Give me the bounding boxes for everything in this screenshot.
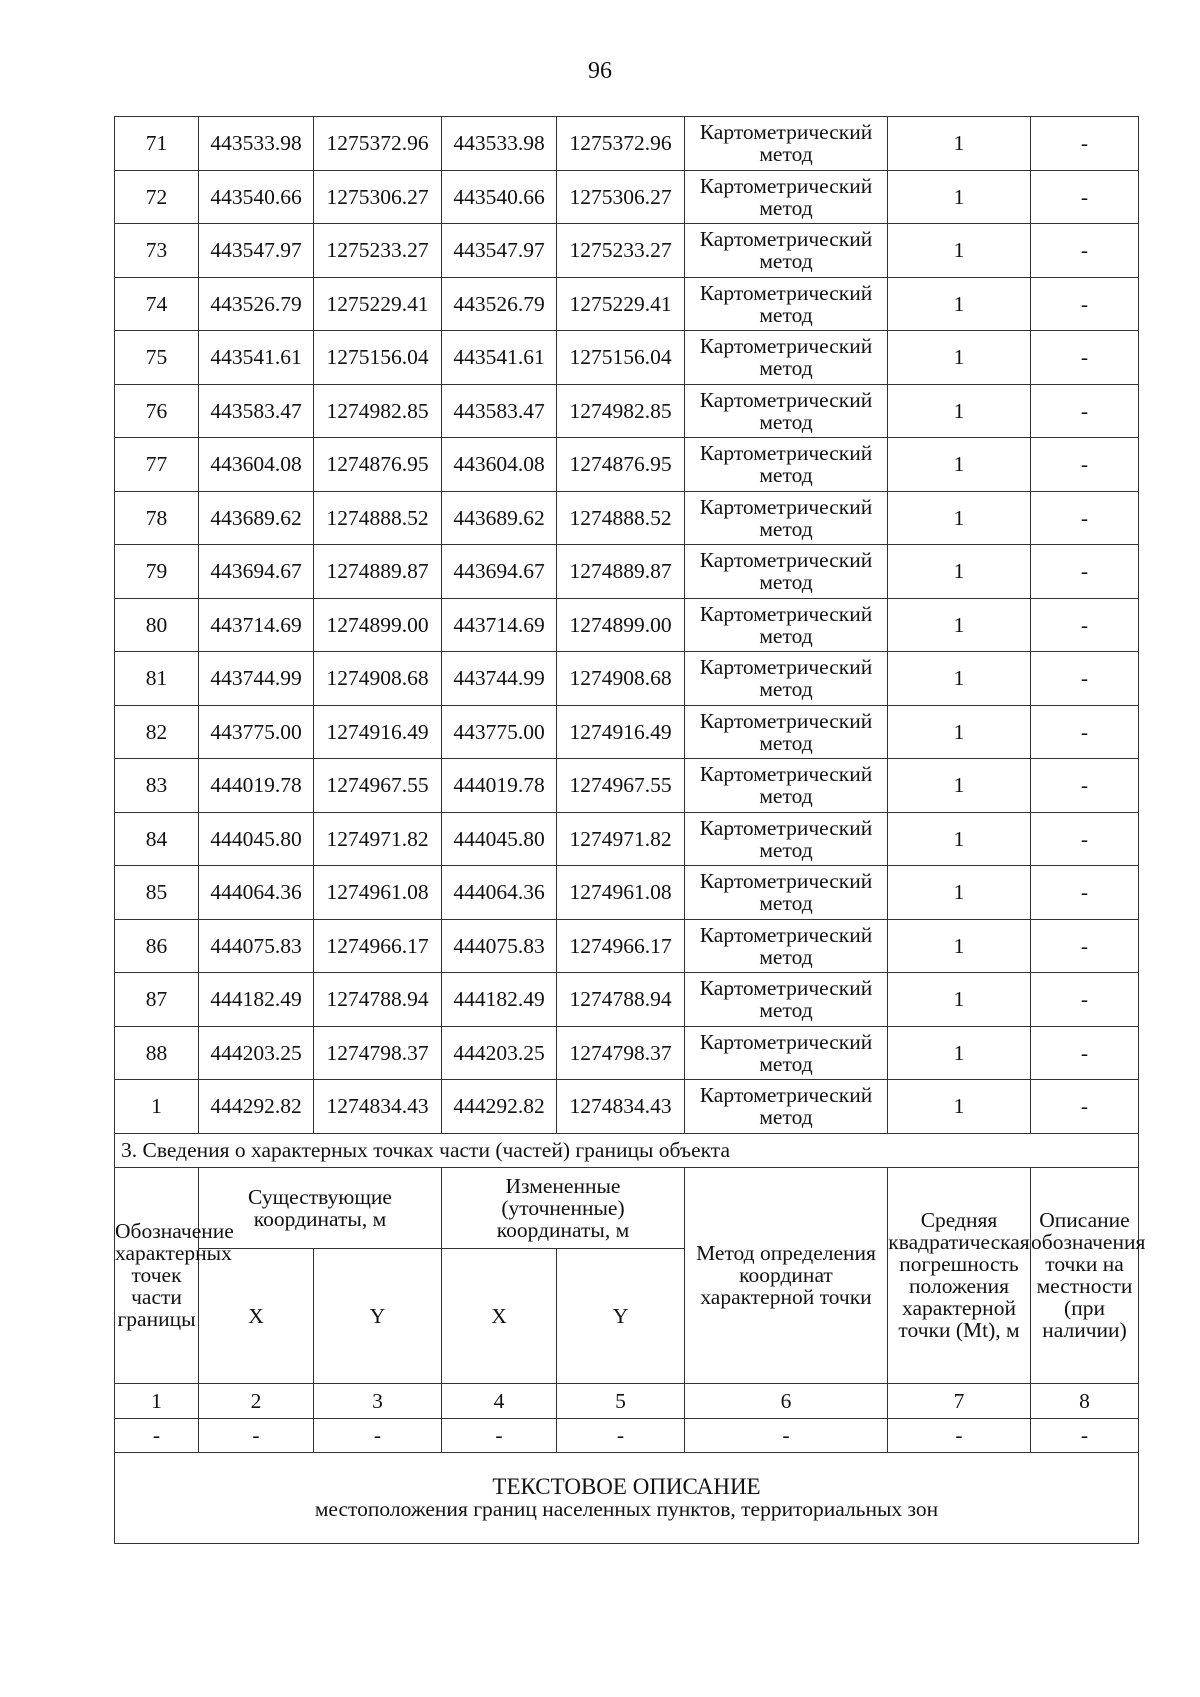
existing-x-cell: 443604.08 — [199, 438, 314, 492]
header-method: Метод определения координат характерной точки — [685, 1167, 888, 1383]
description-cell: - — [1031, 705, 1139, 759]
point-number-cell: 81 — [115, 652, 199, 706]
point-number-cell: 74 — [115, 277, 199, 331]
mt-cell: 1 — [888, 224, 1031, 278]
point-number-cell: 1 — [115, 1080, 199, 1134]
existing-y-cell: 1274961.08 — [314, 866, 442, 920]
existing-x-cell: 443541.61 — [199, 331, 314, 385]
existing-y-cell: 1274967.55 — [314, 759, 442, 813]
existing-x-cell: 444064.36 — [199, 866, 314, 920]
existing-x-cell: 443533.98 — [199, 117, 314, 171]
method-cell: Картометрический метод — [685, 491, 888, 545]
existing-x-cell: 443714.69 — [199, 598, 314, 652]
point-number-cell: 83 — [115, 759, 199, 813]
existing-y-cell: 1274982.85 — [314, 384, 442, 438]
description-cell: - — [1031, 973, 1139, 1027]
text-description-subtitle: местоположения границ населенных пунктов, территориальных зон — [314, 1496, 939, 1521]
existing-x-cell: 443744.99 — [199, 652, 314, 706]
changed-y-cell: 1274971.82 — [557, 812, 685, 866]
existing-y-cell: 1274888.52 — [314, 491, 442, 545]
method-cell: Картометрический метод — [685, 117, 888, 171]
header-existing-y: Y — [314, 1248, 442, 1383]
changed-x-cell: 443533.98 — [442, 117, 557, 171]
existing-x-cell: 444075.83 — [199, 919, 314, 973]
table-row — [115, 812, 1139, 866]
existing-y-cell: 1274834.43 — [314, 1080, 442, 1134]
method-cell: Картометрический метод — [685, 224, 888, 278]
column-number: 3 — [314, 1383, 442, 1418]
method-cell: Картометрический метод — [685, 812, 888, 866]
header-designation: Обозначение характерных точек части границы — [115, 1167, 199, 1383]
column-number: 1 — [115, 1383, 199, 1418]
method-cell: Картометрический метод — [685, 652, 888, 706]
table-row — [115, 705, 1139, 759]
method-cell: Картометрический метод — [685, 705, 888, 759]
changed-y-cell: 1274889.87 — [557, 545, 685, 599]
text-description-block — [115, 1452, 1139, 1543]
changed-y-cell: 1274966.17 — [557, 919, 685, 973]
changed-y-cell: 1274967.55 — [557, 759, 685, 813]
changed-y-cell: 1274876.95 — [557, 438, 685, 492]
method-cell: Картометрический метод — [685, 170, 888, 224]
existing-x-cell: 443547.97 — [199, 224, 314, 278]
changed-y-cell: 1274908.68 — [557, 652, 685, 706]
point-number-cell: 86 — [115, 919, 199, 973]
method-cell: Картометрический метод — [685, 1080, 888, 1134]
table-row — [115, 384, 1139, 438]
column-number: 8 — [1031, 1383, 1139, 1418]
existing-x-cell: 443583.47 — [199, 384, 314, 438]
page-number: 96 — [588, 58, 612, 84]
section-3 — [115, 1133, 1146, 1543]
description-cell: - — [1031, 438, 1139, 492]
changed-x-cell: 443540.66 — [442, 170, 557, 224]
description-cell: - — [1031, 545, 1139, 599]
method-cell: Картометрический метод — [685, 438, 888, 492]
existing-y-cell: 1274876.95 — [314, 438, 442, 492]
description-cell: - — [1031, 598, 1139, 652]
description-cell: - — [1031, 652, 1139, 706]
coordinates-table — [114, 116, 1146, 1544]
changed-y-cell: 1274982.85 — [557, 384, 685, 438]
point-number-cell: 77 — [115, 438, 199, 492]
method-cell: Картометрический метод — [685, 1026, 888, 1080]
empty-cell: - — [314, 1418, 442, 1452]
existing-y-cell: 1275229.41 — [314, 277, 442, 331]
existing-x-cell: 443694.67 — [199, 545, 314, 599]
description-cell: - — [1031, 277, 1139, 331]
mt-cell: 1 — [888, 598, 1031, 652]
point-number-cell: 71 — [115, 117, 199, 171]
mt-cell: 1 — [888, 438, 1031, 492]
method-cell: Картометрический метод — [685, 866, 888, 920]
existing-x-cell: 444045.80 — [199, 812, 314, 866]
mt-cell: 1 — [888, 919, 1031, 973]
changed-y-cell: 1274888.52 — [557, 491, 685, 545]
table-row — [115, 866, 1139, 920]
mt-cell: 1 — [888, 973, 1031, 1027]
mt-cell: 1 — [888, 705, 1031, 759]
column-number: 2 — [199, 1383, 314, 1418]
existing-y-cell: 1274798.37 — [314, 1026, 442, 1080]
description-cell: - — [1031, 491, 1139, 545]
mt-cell: 1 — [888, 1026, 1031, 1080]
description-cell: - — [1031, 866, 1139, 920]
description-cell: - — [1031, 919, 1139, 973]
table-row — [115, 117, 1139, 171]
method-cell: Картометрический метод — [685, 759, 888, 813]
point-number-cell: 87 — [115, 973, 199, 1027]
changed-x-cell: 444182.49 — [442, 973, 557, 1027]
changed-x-cell: 443541.61 — [442, 331, 557, 385]
table-row — [115, 598, 1139, 652]
point-number-cell: 82 — [115, 705, 199, 759]
table-row — [115, 1080, 1139, 1134]
empty-cell: - — [685, 1418, 888, 1452]
description-cell: - — [1031, 117, 1139, 171]
header-existing-x: X — [199, 1248, 314, 1383]
point-number-cell: 79 — [115, 545, 199, 599]
point-number-cell: 73 — [115, 224, 199, 278]
changed-y-cell: 1275372.96 — [557, 117, 685, 171]
description-cell: - — [1031, 331, 1139, 385]
coordinates-table-body — [115, 117, 1139, 1134]
existing-y-cell: 1274908.68 — [314, 652, 442, 706]
section-3-title: 3. Сведения о характерных точках части (частей) границы объекта — [115, 1133, 1139, 1167]
method-cell: Картометрический метод — [685, 331, 888, 385]
mt-cell: 1 — [888, 384, 1031, 438]
point-number-cell: 80 — [115, 598, 199, 652]
column-number: 7 — [888, 1383, 1031, 1418]
table-row — [115, 224, 1139, 278]
point-number-cell: 78 — [115, 491, 199, 545]
changed-x-cell: 444019.78 — [442, 759, 557, 813]
changed-x-cell: 444045.80 — [442, 812, 557, 866]
point-number-cell: 76 — [115, 384, 199, 438]
existing-y-cell: 1274916.49 — [314, 705, 442, 759]
mt-cell: 1 — [888, 652, 1031, 706]
existing-x-cell: 443540.66 — [199, 170, 314, 224]
existing-y-cell: 1274788.94 — [314, 973, 442, 1027]
existing-x-cell: 444019.78 — [199, 759, 314, 813]
table-row — [115, 438, 1139, 492]
header-changed-coords: Измененные (уточненные) координаты, м — [442, 1167, 685, 1248]
point-number-cell: 84 — [115, 812, 199, 866]
point-number-cell: 75 — [115, 331, 199, 385]
mt-cell: 1 — [888, 1080, 1031, 1134]
changed-x-cell: 443694.67 — [442, 545, 557, 599]
existing-y-cell: 1275372.96 — [314, 117, 442, 171]
changed-y-cell: 1274834.43 — [557, 1080, 685, 1134]
changed-x-cell: 444064.36 — [442, 866, 557, 920]
changed-x-cell: 444292.82 — [442, 1080, 557, 1134]
existing-x-cell: 443689.62 — [199, 491, 314, 545]
changed-x-cell: 443775.00 — [442, 705, 557, 759]
table-row — [115, 759, 1139, 813]
description-cell: - — [1031, 224, 1139, 278]
method-cell: Картометрический метод — [685, 919, 888, 973]
description-cell: - — [1031, 384, 1139, 438]
changed-x-cell: 444075.83 — [442, 919, 557, 973]
empty-cell: - — [199, 1418, 314, 1452]
existing-x-cell: 443775.00 — [199, 705, 314, 759]
changed-y-cell: 1275233.27 — [557, 224, 685, 278]
changed-x-cell: 443744.99 — [442, 652, 557, 706]
changed-y-cell: 1275156.04 — [557, 331, 685, 385]
method-cell: Картометрический метод — [685, 384, 888, 438]
description-cell: - — [1031, 759, 1139, 813]
method-cell: Картометрический метод — [685, 277, 888, 331]
table-row — [115, 1026, 1139, 1080]
changed-x-cell: 443583.47 — [442, 384, 557, 438]
method-cell: Картометрический метод — [685, 598, 888, 652]
changed-x-cell: 443714.69 — [442, 598, 557, 652]
mt-cell: 1 — [888, 277, 1031, 331]
changed-y-cell: 1274899.00 — [557, 598, 685, 652]
changed-y-cell: 1274916.49 — [557, 705, 685, 759]
point-number-cell: 72 — [115, 170, 199, 224]
existing-y-cell: 1274889.87 — [314, 545, 442, 599]
mt-cell: 1 — [888, 759, 1031, 813]
point-number-cell: 88 — [115, 1026, 199, 1080]
changed-x-cell: 443526.79 — [442, 277, 557, 331]
existing-x-cell: 444292.82 — [199, 1080, 314, 1134]
empty-data-row — [115, 1418, 1139, 1452]
empty-cell: - — [888, 1418, 1031, 1452]
description-cell: - — [1031, 170, 1139, 224]
header-mt: Средняя квадратическая погрешность положения характерной точки (Mt), м — [888, 1167, 1031, 1383]
existing-y-cell: 1274899.00 — [314, 598, 442, 652]
method-cell: Картометрический метод — [685, 545, 888, 599]
table-row — [115, 277, 1139, 331]
mt-cell: 1 — [888, 331, 1031, 385]
changed-y-cell: 1275229.41 — [557, 277, 685, 331]
header-changed-y: Y — [557, 1248, 685, 1383]
column-number: 4 — [442, 1383, 557, 1418]
table-row — [115, 919, 1139, 973]
mt-cell: 1 — [888, 866, 1031, 920]
table-row — [115, 331, 1139, 385]
header-existing-coords: Существующие координаты, м — [199, 1167, 442, 1248]
description-cell: - — [1031, 1026, 1139, 1080]
table-row — [115, 973, 1139, 1027]
mt-cell: 1 — [888, 812, 1031, 866]
empty-cell: - — [557, 1418, 685, 1452]
description-cell: - — [1031, 1080, 1139, 1134]
changed-x-cell: 443547.97 — [442, 224, 557, 278]
changed-y-cell: 1274798.37 — [557, 1026, 685, 1080]
existing-y-cell: 1275306.27 — [314, 170, 442, 224]
column-number: 6 — [685, 1383, 888, 1418]
point-number-cell: 85 — [115, 866, 199, 920]
text-description-title: ТЕКСТОВОЕ ОПИСАНИЕ — [492, 1473, 761, 1499]
changed-x-cell: 443604.08 — [442, 438, 557, 492]
table-row — [115, 491, 1139, 545]
existing-y-cell: 1274966.17 — [314, 919, 442, 973]
description-cell: - — [1031, 812, 1139, 866]
mt-cell: 1 — [888, 491, 1031, 545]
table-row — [115, 545, 1139, 599]
existing-y-cell: 1275233.27 — [314, 224, 442, 278]
changed-x-cell: 444203.25 — [442, 1026, 557, 1080]
mt-cell: 1 — [888, 545, 1031, 599]
changed-y-cell: 1274788.94 — [557, 973, 685, 1027]
existing-y-cell: 1274971.82 — [314, 812, 442, 866]
existing-x-cell: 444203.25 — [199, 1026, 314, 1080]
changed-x-cell: 443689.62 — [442, 491, 557, 545]
mt-cell: 1 — [888, 117, 1031, 171]
empty-cell: - — [442, 1418, 557, 1452]
method-cell: Картометрический метод — [685, 973, 888, 1027]
header-changed-x: X — [442, 1248, 557, 1383]
empty-cell: - — [115, 1418, 199, 1452]
table-row — [115, 652, 1139, 706]
existing-x-cell: 443526.79 — [199, 277, 314, 331]
column-number: 5 — [557, 1383, 685, 1418]
header-description: Описание обозначения точки на местности (при наличии) — [1031, 1167, 1139, 1383]
changed-y-cell: 1275306.27 — [557, 170, 685, 224]
existing-y-cell: 1275156.04 — [314, 331, 442, 385]
empty-cell: - — [1031, 1418, 1139, 1452]
table-row — [115, 170, 1139, 224]
changed-y-cell: 1274961.08 — [557, 866, 685, 920]
existing-x-cell: 444182.49 — [199, 973, 314, 1027]
column-numbers-row — [115, 1383, 1139, 1418]
mt-cell: 1 — [888, 170, 1031, 224]
